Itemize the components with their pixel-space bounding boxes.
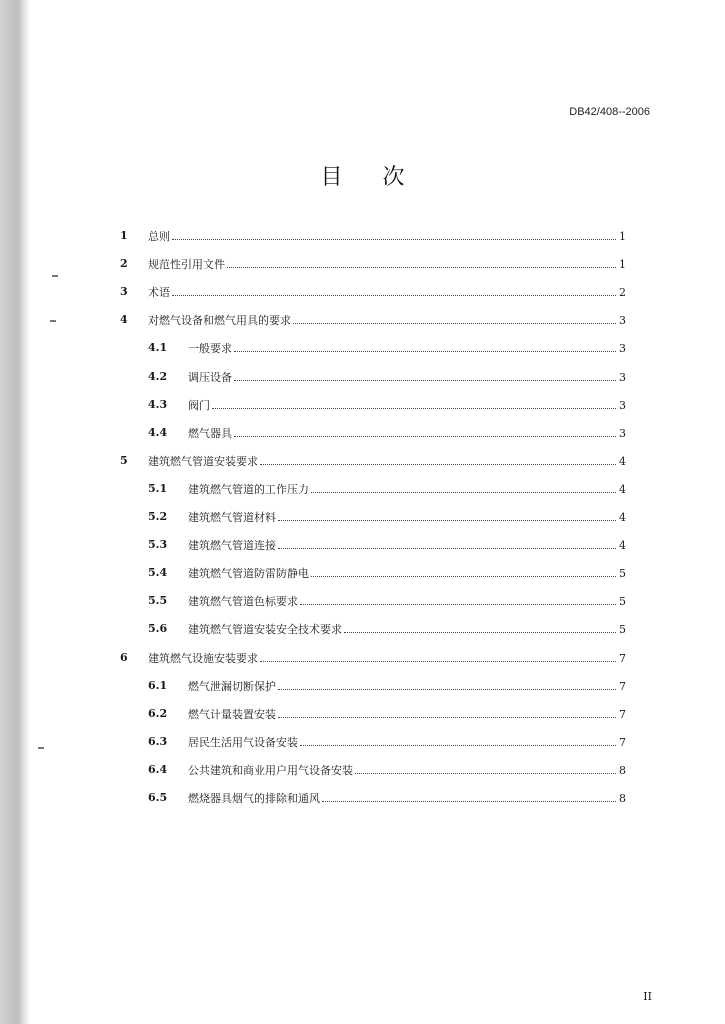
toc-entry[interactable] [0,788,725,808]
toc-entry[interactable] [0,732,725,752]
toc-entry-line [188,591,626,612]
toc-entry[interactable] [0,479,725,499]
toc-entry-page: 5 [619,623,626,637]
toc-entry-label: 建筑燃气管道的工作压力 [188,482,309,496]
toc-entry-line [188,563,626,584]
toc-entry-label: 燃烧器具烟气的排除和通风 [188,792,320,805]
toc-entry-number: 4.1 [148,341,168,355]
toc-leader-dots [278,676,616,690]
toc-entry-label: 建筑燃气管道材料 [188,511,276,524]
toc-entry[interactable] [0,423,725,443]
toc-entry-label: 调压设备 [188,370,232,384]
toc-entry-page: 8 [619,763,626,777]
toc-entry-label: 建筑燃气管道连接 [188,539,276,553]
toc-entry-line [148,648,626,669]
toc-entry-label: 公共建筑和商业用户用气设备安装 [188,763,353,777]
toc-entry[interactable] [0,226,725,246]
toc-entry-line [188,760,626,781]
toc-leader-dots [311,479,616,493]
toc-entry-label: 建筑燃气设施安装要求 [148,651,258,665]
toc-entry-number: 4.2 [148,369,168,383]
toc-entry-line [188,788,626,809]
toc-leader-dots [234,338,616,352]
toc-entry-page: 5 [619,567,626,581]
toc-entry[interactable] [0,310,725,330]
toc-entry-page: 1 [619,230,626,243]
toc-leader-dots [260,648,616,662]
toc-entry-number: 6.3 [148,734,168,748]
toc-entry-line [188,704,626,725]
toc-entry-line [188,395,626,416]
toc-leader-dots [172,282,616,296]
toc-entry-label: 总则 [148,230,170,243]
toc-entry-page: 7 [619,707,626,721]
toc-entry[interactable] [0,676,725,696]
toc-entry[interactable] [0,591,725,611]
toc-entry-page: 4 [619,539,626,553]
toc-entry-number: 4 [120,313,128,327]
toc-entry-page: 3 [619,426,626,440]
toc-leader-dots [278,507,616,521]
toc-entry-number: 4.3 [148,397,168,411]
toc-entry[interactable] [0,704,725,724]
toc-entry[interactable] [0,619,725,639]
toc-leader-dots [322,788,616,802]
toc-entry-page: 4 [619,511,626,524]
toc-entry-label: 建筑燃气管道安装要求 [148,454,258,468]
toc-entry[interactable] [0,507,725,527]
toc-entry-label: 居民生活用气设备安装 [188,735,298,749]
toc-entry[interactable] [0,535,725,555]
toc-entry-number: 4.4 [148,425,168,439]
toc-entry[interactable] [0,395,725,415]
toc-leader-dots [212,395,616,409]
toc-entry-page: 3 [619,314,626,328]
toc-entry[interactable] [0,282,725,302]
toc-entry[interactable] [0,563,725,583]
toc-entry-number: 6 [120,650,128,664]
toc-entry-label: 对燃气设备和燃气用具的要求 [148,314,291,328]
toc-entry-number: 5.1 [148,481,168,495]
toc-leader-dots [300,591,616,605]
toc-entry-page: 1 [619,258,626,272]
toc-entry-page: 8 [619,792,626,805]
toc-entry-number: 6.4 [148,762,168,776]
toc-entry[interactable] [0,367,725,387]
toc-leader-dots [227,254,616,268]
toc-leader-dots [344,619,616,633]
toc-entry-page: 3 [619,398,626,412]
toc-entry-line [148,282,626,303]
toc-entry-label: 建筑燃气管道色标要求 [188,595,298,609]
toc-leader-dots [355,760,616,774]
toc-entry-number: 6.2 [148,706,168,720]
toc-entry-number: 5 [120,453,128,467]
toc-entry-number: 2 [120,257,128,271]
toc-leader-dots [234,423,616,437]
toc-leader-dots [311,563,616,577]
toc-entry-number: 5.6 [148,622,168,636]
toc-entry-number: 5.4 [148,566,168,580]
toc-entry-line [188,423,626,444]
toc-entry-number: 5.2 [148,510,168,523]
toc-leader-dots [300,732,616,746]
toc-leader-dots [278,535,616,549]
toc-entry-page: 4 [619,454,626,468]
toc-entry-line [148,310,626,331]
toc-entry[interactable] [0,648,725,668]
toc-entry-line [188,619,626,640]
page-number: II [643,990,652,1003]
toc-entry-label: 术语 [148,286,170,300]
toc-entry-page: 5 [619,595,626,609]
toc-entry-label: 一般要求 [188,342,232,356]
toc-entry[interactable] [0,254,725,274]
toc-entry-line [188,535,626,556]
toc-entry-label: 建筑燃气管道防雷防静电 [188,567,309,581]
toc-entry-page: 7 [619,651,626,665]
toc-entry-page: 7 [619,735,626,749]
toc-entry-line [188,676,626,697]
toc-entry-page: 2 [619,286,626,300]
toc-entry-line [188,507,626,528]
toc-entry-label: 燃气器具 [188,426,232,440]
toc-entry-page: 3 [619,370,626,384]
toc-leader-dots [234,367,616,381]
toc-entry-line [188,479,626,500]
toc-entry-number: 6.1 [148,678,168,692]
toc-entry[interactable] [0,760,725,780]
table-of-contents [0,226,725,826]
toc-entry-number: 3 [120,285,128,299]
toc-entry-line [188,338,626,359]
toc-entry[interactable] [0,451,725,471]
toc-leader-dots [172,226,616,240]
toc-entry-label: 燃气计量装置安装 [188,707,276,721]
toc-entry-label: 建筑燃气管道安装安全技术要求 [188,623,342,637]
toc-entry-line [188,367,626,388]
page-title: 目次 [320,165,445,190]
toc-entry-page: 4 [619,482,626,496]
toc-entry[interactable] [0,338,725,358]
toc-entry-line [148,226,626,247]
toc-entry-label: 规范性引用文件 [148,258,225,272]
toc-entry-line [188,732,626,753]
toc-entry-number: 6.5 [148,791,168,804]
toc-entry-number: 5.5 [148,594,168,608]
toc-entry-page: 7 [619,679,626,693]
toc-leader-dots [293,310,616,324]
toc-entry-line [148,451,626,472]
toc-entry-label: 阀门 [188,398,210,412]
document-code: DB42/408--2006 [569,106,650,118]
toc-entry-label: 燃气泄漏切断保护 [188,679,276,693]
toc-entry-line [148,254,626,275]
toc-entry-page: 3 [619,342,626,356]
toc-leader-dots [260,451,616,465]
toc-entry-number: 5.3 [148,538,168,552]
toc-leader-dots [278,704,616,718]
toc-entry-number: 1 [120,229,128,242]
